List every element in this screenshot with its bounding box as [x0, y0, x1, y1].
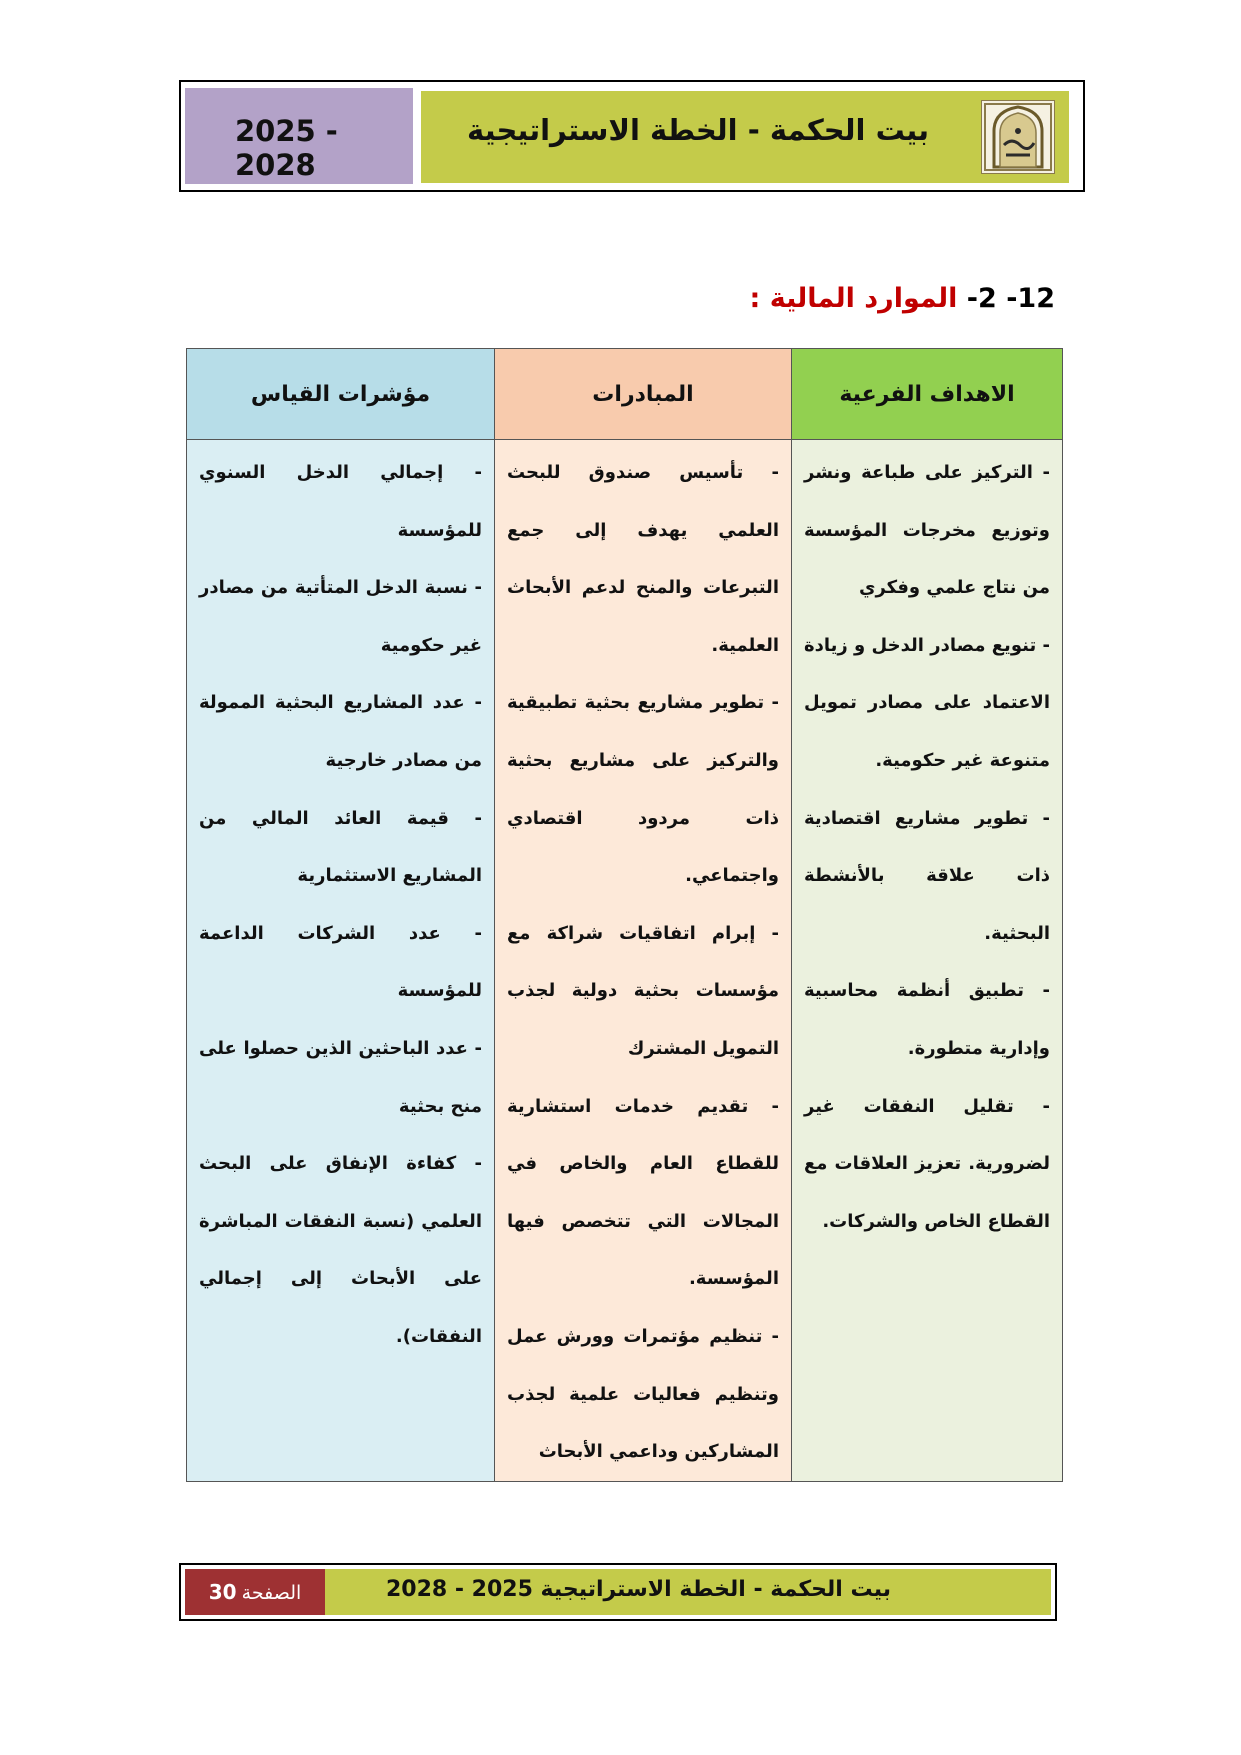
header-years-band	[185, 88, 413, 184]
goal-item: - تطوير مشاريع اقتصادية ذات علاقة بالأنشطة البحثية.	[804, 807, 1050, 944]
goal-item: - تنويع مصادر الدخل و زيادة الاعتماد على مصادر تمويل متنوعة غير حكومية.	[804, 634, 1050, 771]
goals-column-header: الاهداف الفرعية	[792, 349, 1063, 440]
goals-cell	[792, 440, 1063, 1482]
page-number-badge	[185, 1569, 325, 1615]
financial-resources-table	[186, 348, 1063, 1482]
indicator-item: - قيمة العائد المالي من المشاريع الاستثمارية	[199, 807, 482, 887]
indicator-item: - إجمالي الدخل السنوي للمؤسسة	[199, 462, 482, 541]
section-number: 12- 2-	[966, 283, 1055, 314]
initiatives-column-header: المبادرات	[495, 349, 792, 440]
initiative-item: - إبرام اتفاقيات شراكة مع مؤسسات بحثية دولية لجذب التمويل المشترك	[507, 922, 779, 1059]
initiative-item: - تقديم خدمات استشارية للقطاع العام والخاص في المجالات التي تتخصص فيها المؤسسة.	[507, 1095, 779, 1290]
indicators-cell	[187, 440, 495, 1482]
goals-list	[804, 444, 1050, 1250]
indicator-item: - عدد الشركات الداعمة للمؤسسة	[199, 922, 482, 1002]
footer-text: بيت الحكمة - الخطة الاستراتيجية 2025 - 2028	[385, 1577, 891, 1602]
indicator-item: - كفاءة الإنفاق على البحث العلمي (نسبة النفقات المباشرة على الأبحاث إلى إجمالي النفقات).	[199, 1153, 482, 1347]
section-heading	[750, 283, 1055, 314]
page-label: الصفحة	[241, 1582, 302, 1604]
page-header	[179, 80, 1085, 192]
goal-item: - تقليل النفقات غير لضرورية. تعزيز العلاقات مع القطاع الخاص والشركات.	[804, 1095, 1050, 1232]
goal-item: - التركيز على طباعة ونشر وتوزيع مخرجات المؤسسة من نتاج علمي وفكري	[804, 462, 1050, 599]
header-title-band	[421, 91, 1069, 183]
goal-item: - تطبيق أنظمة محاسبية وإدارية متطورة.	[804, 980, 1050, 1059]
initiatives-list	[507, 444, 779, 1481]
initiative-item: - تنظيم مؤتمرات وورش عمل وتنظيم فعاليات علمية لجذب المشاركين وداعمي الأبحاث	[507, 1325, 779, 1463]
bayt-al-hikma-logo-icon	[981, 100, 1055, 174]
initiatives-cell	[495, 440, 792, 1482]
section-name: الموارد المالية	[769, 283, 958, 314]
indicators-column-header: مؤشرات القياس	[187, 349, 495, 440]
indicator-item: - عدد الباحثين الذين حصلوا على منح بحثية	[199, 1037, 482, 1117]
page-footer	[179, 1563, 1057, 1621]
initiative-item: - تأسيس صندوق للبحث العلمي يهدف إلى جمع التبرعات والمنح لدعم الأبحاث العلمية.	[507, 462, 779, 656]
indicators-list	[199, 444, 482, 1366]
initiative-item: - تطوير مشاريع بحثية تطبيقية والتركيز على مشاريع بحثية ذات مردود اقتصادي واجتماعي.	[507, 692, 779, 887]
indicator-item: - عدد المشاريع البحثية الممولة من مصادر خارجية	[199, 692, 482, 771]
header-years: 2025 - 2028	[235, 114, 338, 182]
indicator-item: - نسبة الدخل المتأتية من مصادر غير حكومية	[199, 577, 482, 656]
table-header-row	[187, 349, 1063, 440]
header-title: بيت الحكمة - الخطة الاستراتيجية	[467, 113, 929, 147]
section-colon: :	[749, 283, 761, 314]
table-body-row	[187, 440, 1063, 1482]
page-number: 30	[208, 1580, 237, 1604]
